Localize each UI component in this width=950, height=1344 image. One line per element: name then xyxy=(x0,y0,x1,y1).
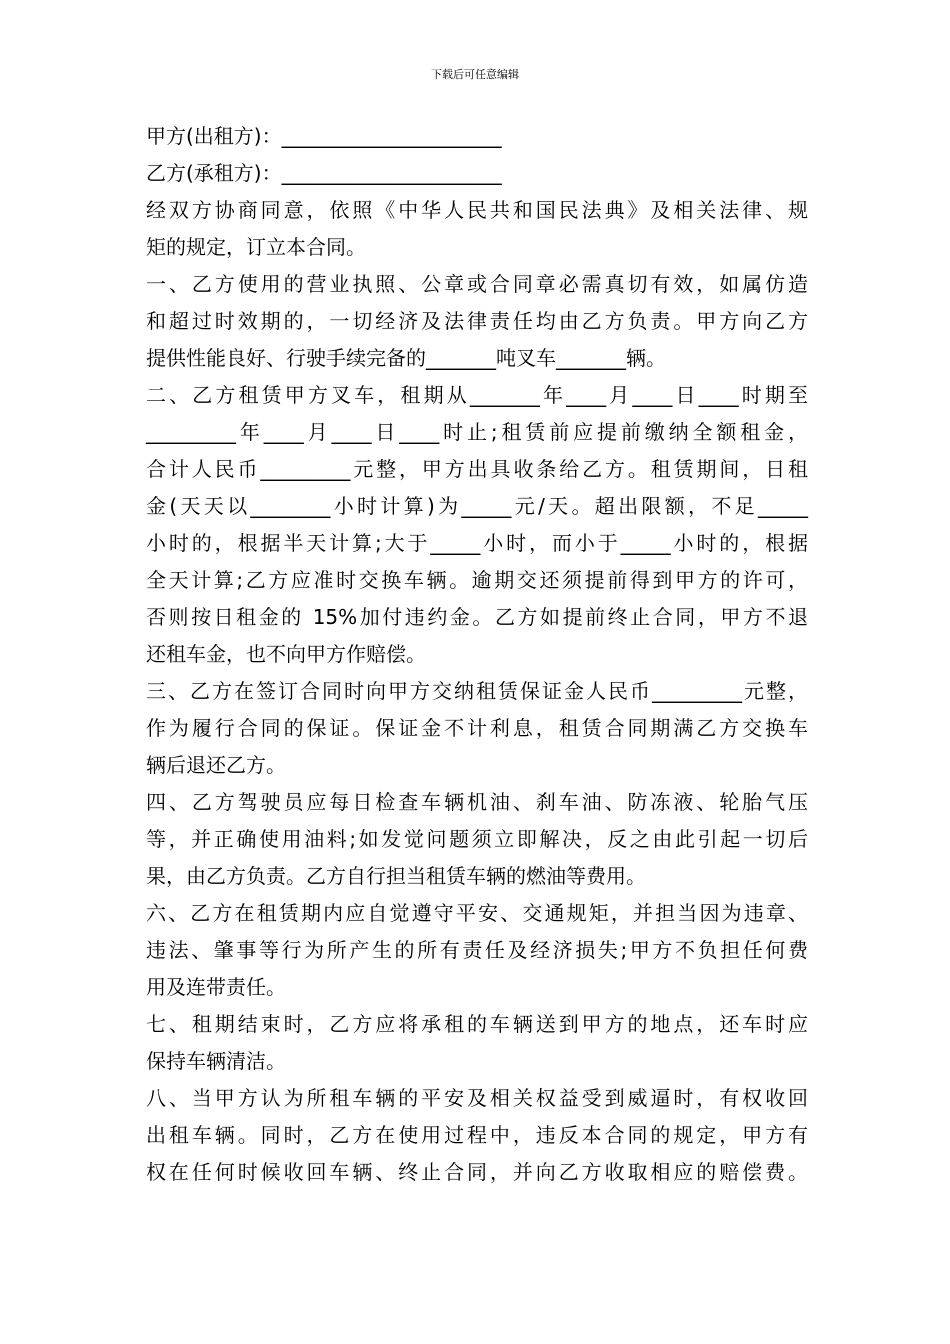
contract-line: 权在任何时候收回车辆、终止合同，并向乙方收取相应的赔偿费。 xyxy=(146,1160,808,1184)
contract-line: 矩的规定，订立本合同。 xyxy=(146,235,366,259)
contract-line: 合计人民币_________元整，甲方出具收条给乙方。租赁期间，日租 xyxy=(146,457,808,481)
contract-line: 等，并正确使用油料;如发觉问题须立即解决，反之由此引起一切后 xyxy=(146,827,808,851)
contract-line: 保持车辆清洁。 xyxy=(146,1049,286,1073)
contract-line: 六、乙方在租赁期内应自觉遵守平安、交通规矩，并担当因为违章、 xyxy=(146,901,808,925)
contract-line: 小时的，根据半天计算;大于_____小时，而小于_____小时的，根据 xyxy=(146,531,808,555)
contract-line: 用及连带责任。 xyxy=(146,975,286,999)
contract-line: 违法、肇事等行为所产生的所有责任及经济损失;甲方不负担任何费 xyxy=(146,938,808,962)
page-header-note: 下载后可任意编辑 xyxy=(431,68,519,81)
contract-line: _________年____月____日____时止;租赁前应提前缴纳全额租金， xyxy=(146,420,808,444)
contract-line: 提供性能良好、行驶手续完备的_______吨叉车_______辆。 xyxy=(146,346,666,370)
contract-line: 全天计算;乙方应准时交换车辆。逾期交还须提前得到甲方的许可， xyxy=(146,568,808,592)
contract-line: 四、乙方驾驶员应每日检查车辆机油、刹车油、防冻液、轮胎气压 xyxy=(146,790,808,814)
contract-line: 甲方(出租方)：______________________ xyxy=(146,124,502,148)
contract-line: 八、当甲方认为所租车辆的平安及相关权益受到威逼时，有权收回 xyxy=(146,1086,808,1110)
contract-line: 出租车辆。同时，乙方在使用过程中，违反本合同的规定，甲方有 xyxy=(146,1123,808,1147)
contract-line: 和超过时效期的，一切经济及法律责任均由乙方负责。甲方向乙方 xyxy=(146,309,808,333)
contract-line: 三、乙方在签订合同时向甲方交纳租赁保证金人民币_________元整， xyxy=(146,679,808,703)
contract-line: 作为履行合同的保证。保证金不计利息，租赁合同期满乙方交换车 xyxy=(146,716,808,740)
contract-line: 辆后退还乙方。 xyxy=(146,753,286,777)
contract-line: 经双方协商同意，依照《中华人民共和国民法典》及相关法律、规 xyxy=(146,198,808,222)
contract-line: 七、租期结束时，乙方应将承租的车辆送到甲方的地点，还车时应 xyxy=(146,1012,808,1036)
contract-line: 否则按日租金的 15%加付违约金。乙方如提前终止合同，甲方不退 xyxy=(146,605,808,629)
contract-line: 一、乙方使用的营业执照、公章或合同章必需真切有效，如属仿造 xyxy=(146,272,808,296)
contract-line: 金(天天以________小时计算)为_____元/天。超出限额，不足_____ xyxy=(146,494,808,518)
contract-body xyxy=(146,118,808,1191)
contract-line: 二、乙方租赁甲方叉车，租期从_______年____月____日____时期至 xyxy=(146,383,808,407)
contract-line: 还租车金，也不向甲方作赔偿。 xyxy=(146,642,426,666)
contract-line: 乙方(承租方)：______________________ xyxy=(146,161,502,185)
contract-line: 果，由乙方负责。乙方自行担当租赁车辆的燃油等费用。 xyxy=(146,864,646,888)
